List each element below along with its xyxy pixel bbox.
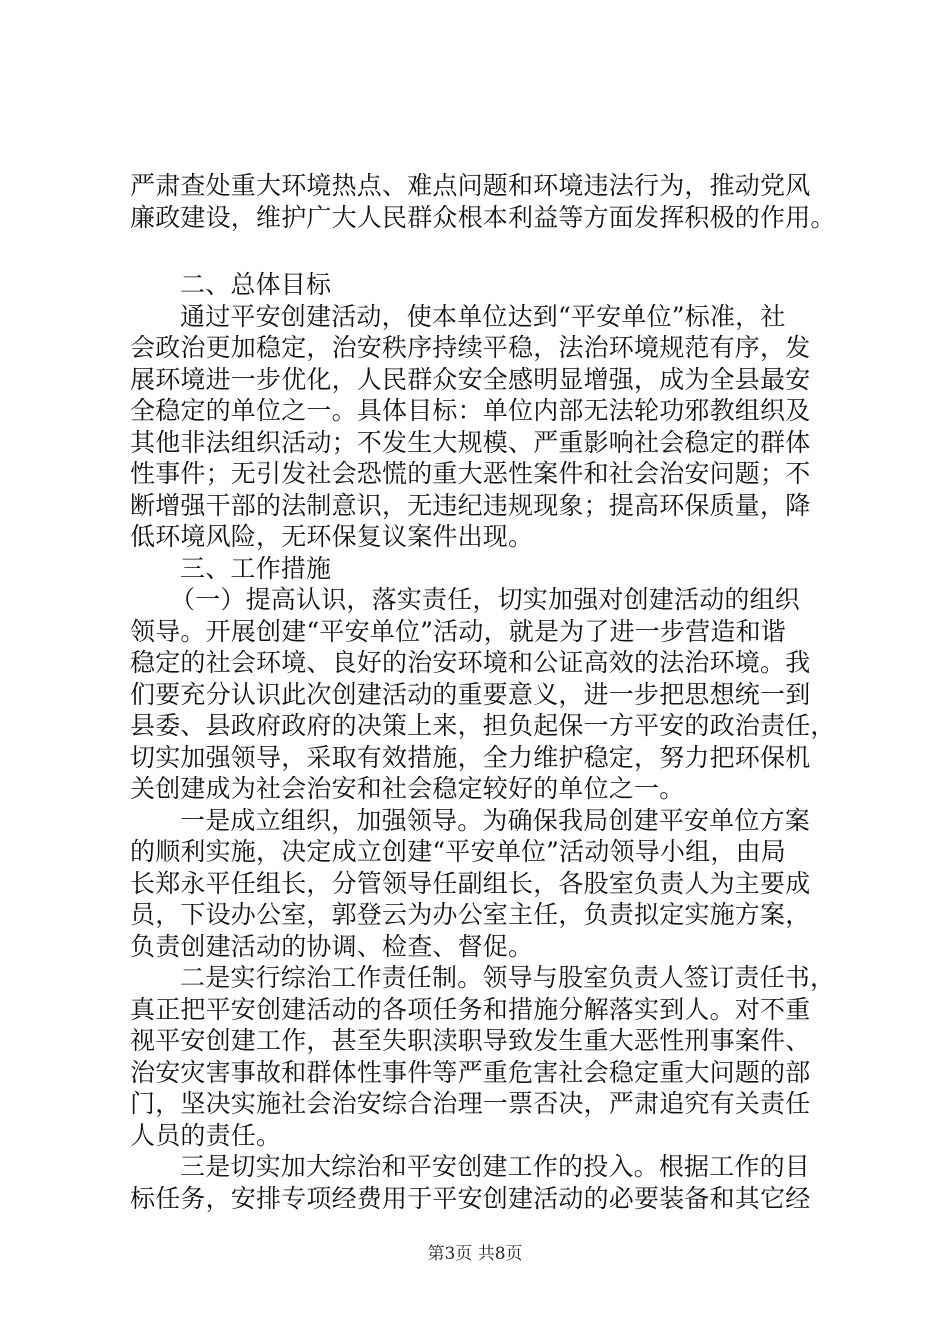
section-heading: 三、工作措施 (180, 553, 332, 583)
paragraph-measures-one (130, 584, 836, 805)
text-line: 长郑永平任组长，分管领导任副组长，各股室负责人为主要成 (130, 868, 811, 898)
text-line: 切实加强领导，采取有效措施，全力维护稳定，努力把环保机 (130, 742, 811, 772)
text-line: （一）提高认识，落实责任，切实加强对创建活动的组织 (170, 585, 801, 614)
text-line: 人员的责任。 (130, 1120, 282, 1150)
section-heading-overall-goal (130, 269, 830, 301)
paragraph-gap (130, 233, 830, 269)
paragraph-second-responsibility (130, 962, 836, 1151)
text-line: 视平安创建工作，甚至失职渎职导致发生重大恶性刑事案件、 (130, 1026, 811, 1055)
paragraph-intro-tail (130, 170, 836, 233)
text-line: 真正把平安创建活动的各项任务和措施分解落实到人。对不重 (130, 994, 811, 1024)
text-line: 廉政建设，维护广大人民群众根本利益等方面发挥积极的作用。 (130, 202, 836, 232)
text-line: 领导。开展创建“平安单位”活动，就是为了进一步营造和谐 (130, 616, 786, 646)
text-line: 门，坚决实施社会治安综合治理一票否决，严肃追究有关责任 (130, 1089, 811, 1118)
text-line: 展环境进一步优化，人民群众安全感明显增强，成为全县最安 (130, 364, 811, 394)
text-line: 们要充分认识此次创建活动的重要意义，进一步把思想统一到 (130, 679, 811, 709)
text-line: 其他非法组织活动；不发生大规模、严重影响社会稳定的群体 (130, 427, 811, 457)
text-line: 县委、县政府政府的决策上来，担负起保一方平安的政治责任， (130, 711, 836, 740)
text-line: 标任务，安排专项经费用于平安创建活动的必要装备和其它经 (130, 1183, 811, 1213)
text-line: 三是切实加大综治和平安创建工作的投入。根据工作的目 (180, 1152, 811, 1181)
text-line: 性事件；无引发社会恐慌的重大恶性案件和社会治安问题；不 (130, 459, 811, 488)
text-line: 通过平安创建活动，使本单位达到“平安单位”标准，社 (180, 301, 786, 331)
text-line: 一是成立组织，加强领导。为确保我局创建平安单位方案 (180, 805, 811, 835)
page-number-footer: 第3页 共8页 (427, 1244, 523, 1264)
text-line: 严肃查处重大环境热点、难点问题和环境违法行为，推动党风 (130, 171, 811, 200)
section-heading-measures (130, 553, 830, 585)
text-line: 断增强干部的法制意识，无违纪违规现象；提高环保质量，降 (130, 490, 811, 520)
text-line: 员，下设办公室，郭登云为办公室主任，负责拟定实施方案， (130, 900, 811, 929)
document-body (130, 170, 836, 1214)
text-line: 的顺利实施，决定成立创建“平安单位”活动领导小组，由局 (130, 837, 786, 866)
text-line: 稳定的社会环境、良好的治安环境和公证高效的法治环境。我 (130, 648, 811, 677)
text-line: 负责创建活动的协调、检查、督促。 (130, 931, 534, 961)
text-line: 低环境风险，无环保复议案件出现。 (130, 522, 534, 551)
paragraph-first-organize (130, 805, 830, 963)
text-line: 治安灾害事故和群体性事件等严重危害社会稳定重大问题的部 (130, 1057, 811, 1087)
text-line: 二是实行综治工作责任制。领导与股室负责人签订责任书， (180, 963, 836, 992)
text-line: 会政治更加稳定，治安秩序持续平稳，法治环境规范有序，发 (130, 333, 811, 362)
paragraph-overall-goal (130, 301, 830, 553)
text-line: 关创建成为社会治安和社会稳定较好的单位之一。 (130, 774, 685, 803)
section-heading: 二、总体目标 (180, 270, 332, 299)
paragraph-third-investment (130, 1151, 830, 1214)
text-line: 全稳定的单位之一。具体目标：单位内部无法轮功邪教组织及 (130, 396, 811, 425)
